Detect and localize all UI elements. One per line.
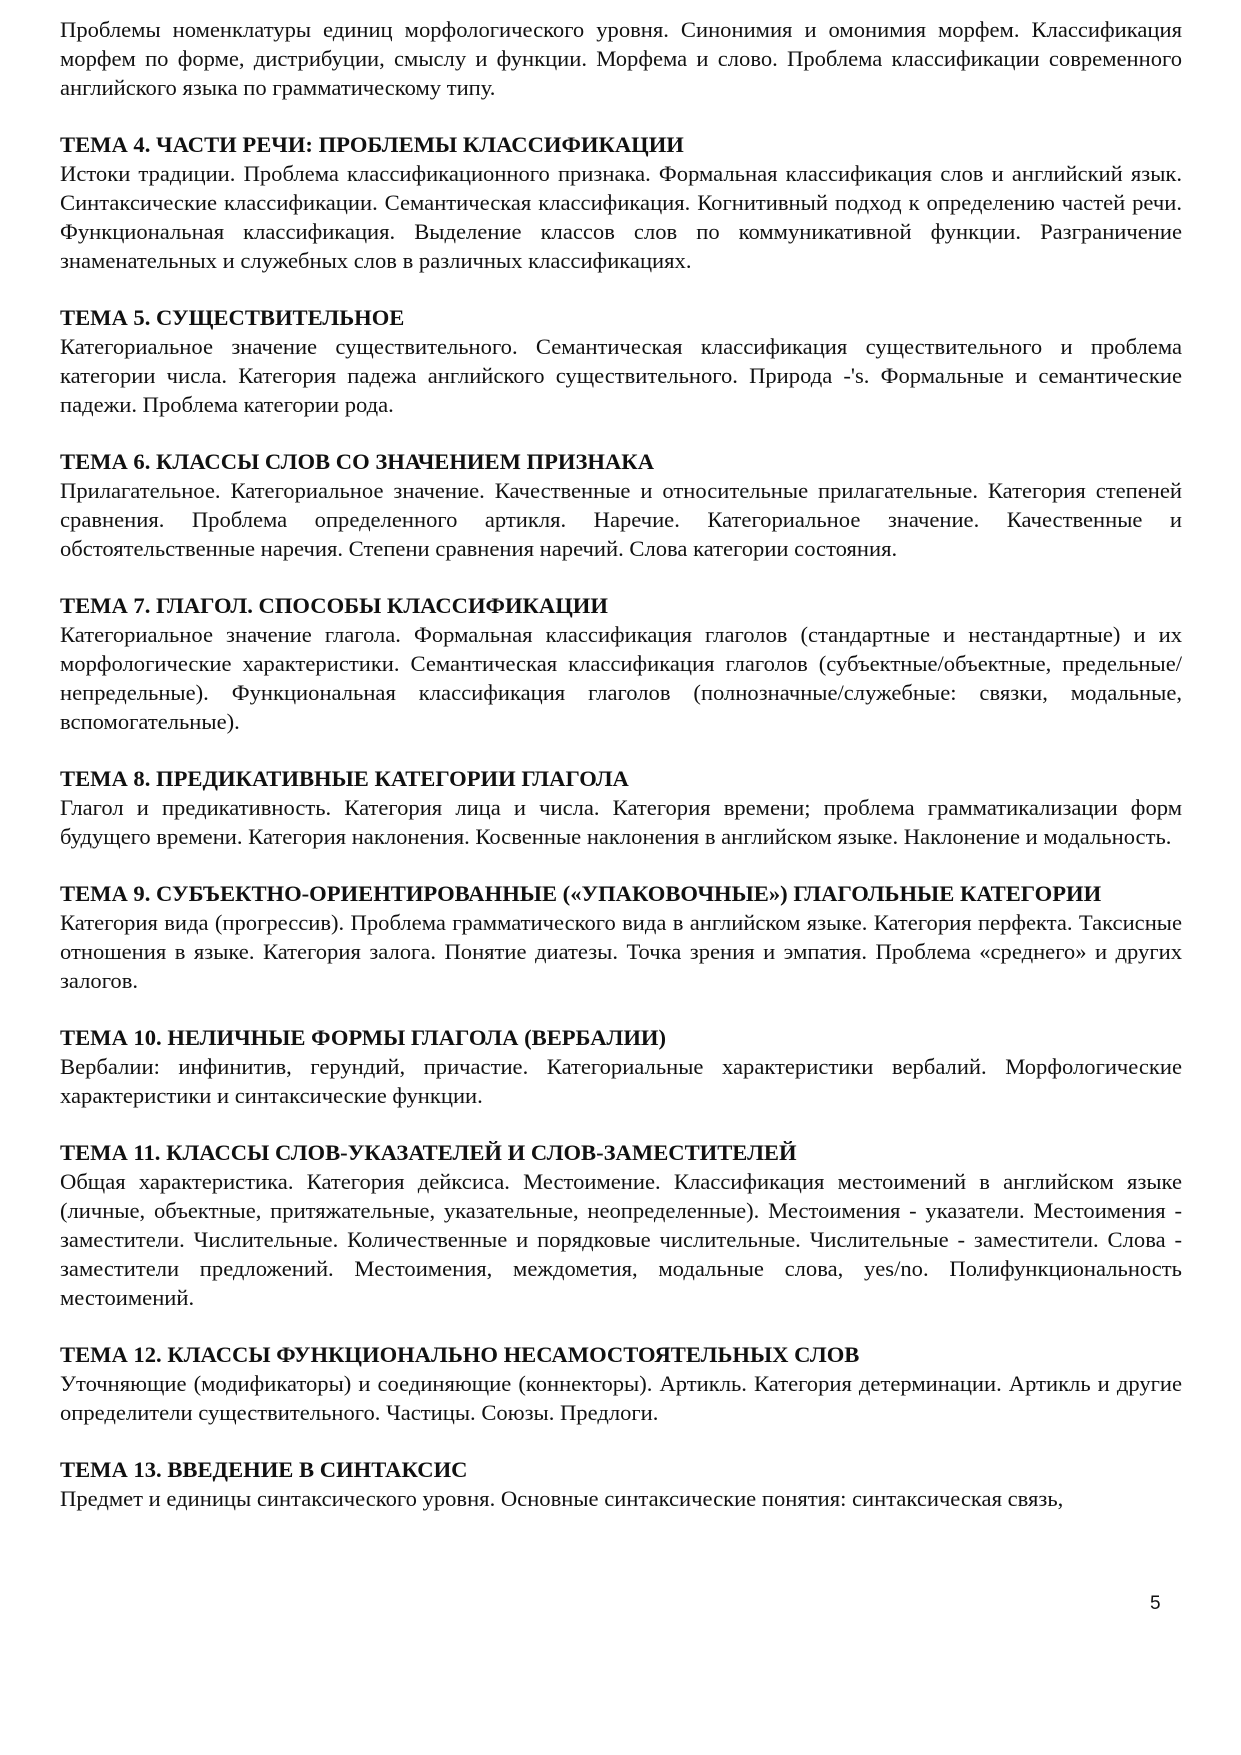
section-title: ТЕМА 13. ВВЕДЕНИЕ В СИНТАКСИС: [60, 1457, 468, 1482]
section-body: Общая характеристика. Категория дейксиса. Местоимение. Классификация местоимений в английском языке (личные, объектные, притяжательные, указательные, неопределенные). Местоимения - указатели. Местоимения - заместители. Числительные. Количественные и порядковые числительные. Числительные - заместители. Слова - заместители предложений. Местоимения, междометия, модальные слова, yes/no. Полифункциональность местоимений.: [60, 1169, 1182, 1310]
section-body: Предмет и единицы синтаксического уровня. Основные синтаксические понятия: синтаксическая связь,: [60, 1486, 1064, 1511]
section-title: ТЕМА 10. НЕЛИЧНЫЕ ФОРМЫ ГЛАГОЛА (ВЕРБАЛИИ): [60, 1025, 667, 1050]
section-body: Глагол и предикативность. Категория лица и числа. Категория времени; проблема грамматикализации форм будущего времени. Категория наклонения. Косвенные наклонения в английском языке. Наклонение и модальность.: [60, 795, 1182, 849]
section-body: Истоки традиции. Проблема классификационного признака. Формальная классификация слов и английский язык. Синтаксические классификации. Семантическая классификация. Когнитивный подход к определению частей речи. Функциональная классификация. Выделение классов слов по коммуникативной функции. Разграничение знаменательных и служебных слов в различных классификациях.: [60, 161, 1182, 273]
section-body: Категориальное значение глагола. Формальная классификация глаголов (стандартные и нестандартные) и их морфологические характеристики. Семантическая классификация глаголов (субъектные/объектные, предельные/непредельные). Функциональная классификация глаголов (полнозначные/служебные: связки, модальные, вспомогательные).: [60, 622, 1182, 734]
intro-paragraph: Проблемы номенклатуры единиц морфологического уровня. Синонимия и омонимия морфем. Классификация морфем по форме, дистрибуции, смыслу и функции. Морфема и слово. Проблема классификации современного английского языка по грамматическому типу.: [60, 17, 1182, 100]
section-title: ТЕМА 6. КЛАССЫ СЛОВ СО ЗНАЧЕНИЕМ ПРИЗНАКА: [60, 449, 655, 474]
section-body: Уточняющие (модификаторы) и соединяющие (коннекторы). Артикль. Категория детерминации. Артикль и другие определители существительного. Частицы. Союзы. Предлоги.: [60, 1371, 1182, 1425]
section-topic-11: [60, 1138, 1182, 1312]
section-body: Прилагательное. Категориальное значение. Качественные и относительные прилагательные. Категория степеней сравнения. Проблема определенного артикля. Наречие. Категориальное значение. Качественные и обстоятельственные наречия. Степени сравнения наречий. Слова категории состояния.: [60, 478, 1182, 561]
section-body: Вербалии: инфинитив, герундий, причастие. Категориальные характеристики вербалий. Морфологические характеристики и синтаксические функции.: [60, 1054, 1182, 1108]
section-topic-9: [60, 879, 1182, 995]
section-topic-4: [60, 130, 1182, 275]
section-title: ТЕМА 9. СУБЪЕКТНО-ОРИЕНТИРОВАННЫЕ («УПАКОВОЧНЫЕ») ГЛАГОЛЬНЫЕ КАТЕГОРИИ: [60, 881, 1102, 906]
document-content: [60, 15, 1182, 1513]
section-topic-10: [60, 1023, 1182, 1110]
section-title: ТЕМА 8. ПРЕДИКАТИВНЫЕ КАТЕГОРИИ ГЛАГОЛА: [60, 766, 629, 791]
section-title: ТЕМА 11. КЛАССЫ СЛОВ-УКАЗАТЕЛЕЙ И СЛОВ-ЗАМЕСТИТЕЛЕЙ: [60, 1140, 797, 1165]
section-body: Категориальное значение существительного. Семантическая классификация существительного и проблема категории числа. Категория падежа английского существительного. Природа -'s. Формальные и семантические падежи. Проблема категории рода.: [60, 334, 1182, 417]
section-title: ТЕМА 7. ГЛАГОЛ. СПОСОБЫ КЛАССИФИКАЦИИ: [60, 593, 608, 618]
section-topic-12: [60, 1340, 1182, 1427]
section-title: ТЕМА 4. ЧАСТИ РЕЧИ: ПРОБЛЕМЫ КЛАССИФИКАЦИИ: [60, 132, 684, 157]
section-title: ТЕМА 12. КЛАССЫ ФУНКЦИОНАЛЬНО НЕСАМОСТОЯТЕЛЬНЫХ СЛОВ: [60, 1342, 860, 1367]
section-topic-7: [60, 591, 1182, 736]
section-topic-6: [60, 447, 1182, 563]
section-topic-8: [60, 764, 1182, 851]
section-body: Категория вида (прогрессив). Проблема грамматического вида в английском языке. Категория перфекта. Таксисные отношения в языке. Категория залога. Понятие диатезы. Точка зрения и эмпатия. Проблема «среднего» и других залогов.: [60, 910, 1182, 993]
page-number: 5: [1150, 1593, 1161, 1614]
section-topic-13: [60, 1455, 1182, 1513]
section-topic-5: [60, 303, 1182, 419]
section-title: ТЕМА 5. СУЩЕСТВИТЕЛЬНОЕ: [60, 305, 405, 330]
